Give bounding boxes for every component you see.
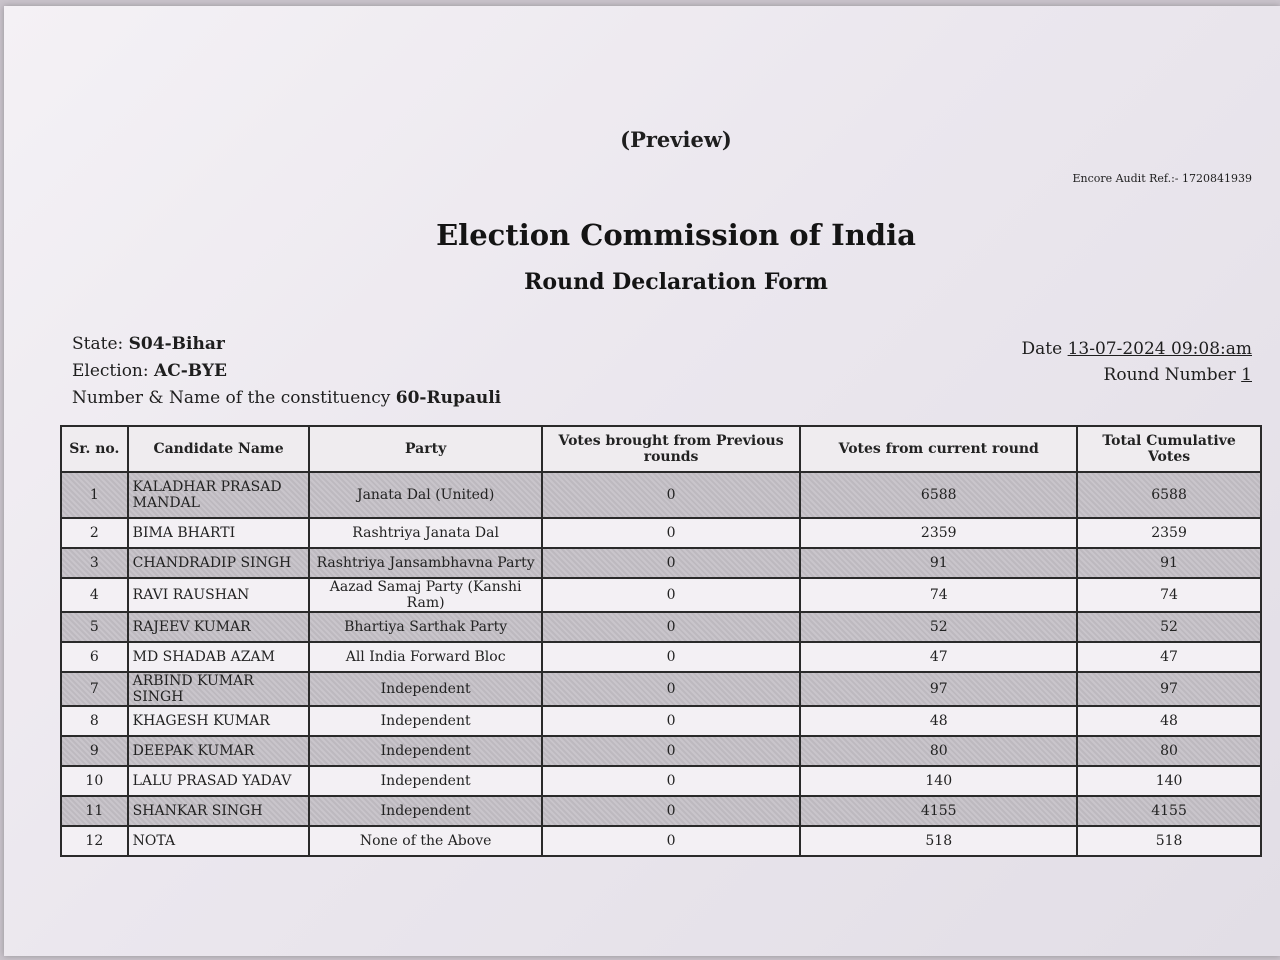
- table-row: [61, 578, 1261, 612]
- total-votes: 518: [1077, 826, 1261, 856]
- previous-votes: 0: [542, 548, 801, 578]
- election-line: [72, 358, 501, 385]
- candidate-name: SHANKAR SINGH: [128, 796, 310, 826]
- sr-no: 4: [61, 578, 128, 612]
- party-name: Bhartiya Sarthak Party: [309, 612, 541, 642]
- table-row: [61, 642, 1261, 672]
- election-label: Election:: [72, 361, 149, 381]
- candidate-name: KHAGESH KUMAR: [128, 706, 310, 736]
- election-meta: [72, 331, 501, 412]
- table-row: [61, 612, 1261, 642]
- table-row: [61, 826, 1261, 856]
- total-votes: 48: [1077, 706, 1261, 736]
- party-name: Rashtriya Jansambhavna Party: [309, 548, 541, 578]
- party-name: Independent: [309, 796, 541, 826]
- table-header-row: [61, 426, 1261, 472]
- party-name: Independent: [309, 766, 541, 796]
- previous-votes: 0: [542, 672, 801, 706]
- current-votes: 518: [800, 826, 1077, 856]
- current-votes: 2359: [800, 518, 1077, 548]
- party-name: Independent: [309, 736, 541, 766]
- total-votes: 140: [1077, 766, 1261, 796]
- previous-votes: 0: [542, 518, 801, 548]
- total-votes: 91: [1077, 548, 1261, 578]
- candidate-name: KALADHAR PRASAD MANDAL: [128, 472, 310, 518]
- candidate-name: BIMA BHARTI: [128, 518, 310, 548]
- candidate-name: CHANDRADIP SINGH: [128, 548, 310, 578]
- total-votes: 6588: [1077, 472, 1261, 518]
- current-votes: 4155: [800, 796, 1077, 826]
- current-votes: 97: [800, 672, 1077, 706]
- constituency-label: Number & Name of the constituency: [72, 388, 391, 408]
- table-row: [61, 706, 1261, 736]
- sr-no: 12: [61, 826, 128, 856]
- state-line: [72, 331, 501, 358]
- table-row: [61, 548, 1261, 578]
- party-name: Rashtriya Janata Dal: [309, 518, 541, 548]
- previous-votes: 0: [542, 578, 801, 612]
- header-current-votes: Votes from current round: [800, 426, 1077, 472]
- table-row: [61, 736, 1261, 766]
- total-votes: 74: [1077, 578, 1261, 612]
- candidate-name: MD SHADAB AZAM: [128, 642, 310, 672]
- round-value: 1: [1241, 365, 1252, 385]
- total-votes: 4155: [1077, 796, 1261, 826]
- current-votes: 91: [800, 548, 1077, 578]
- previous-votes: 0: [542, 612, 801, 642]
- constituency-value: 60-Rupauli: [395, 388, 502, 408]
- previous-votes: 0: [542, 706, 801, 736]
- previous-votes: 0: [542, 736, 801, 766]
- form-title: Round Declaration Form: [524, 269, 828, 295]
- round-line: [1022, 362, 1252, 388]
- header-total-votes: Total Cumulative Votes: [1077, 426, 1261, 472]
- audit-reference: Encore Audit Ref.:- 1720841939: [1072, 172, 1252, 185]
- round-label: Round Number: [1103, 365, 1236, 385]
- current-votes: 47: [800, 642, 1077, 672]
- total-votes: 52: [1077, 612, 1261, 642]
- previous-votes: 0: [542, 766, 801, 796]
- table-row: [61, 796, 1261, 826]
- party-name: Janata Dal (United): [309, 472, 541, 518]
- total-votes: 97: [1077, 672, 1261, 706]
- sr-no: 1: [61, 472, 128, 518]
- organization-title: Election Commission of India: [436, 218, 916, 252]
- sr-no: 10: [61, 766, 128, 796]
- header-sr-no: Sr. no.: [61, 426, 128, 472]
- current-votes: 74: [800, 578, 1077, 612]
- sr-no: 6: [61, 642, 128, 672]
- party-name: All India Forward Bloc: [309, 642, 541, 672]
- candidate-name: NOTA: [128, 826, 310, 856]
- current-votes: 48: [800, 706, 1077, 736]
- table-row: [61, 472, 1261, 518]
- date-label: Date: [1021, 339, 1063, 359]
- sr-no: 3: [61, 548, 128, 578]
- round-meta: [1022, 336, 1252, 388]
- candidate-name: ARBIND KUMAR SINGH: [128, 672, 310, 706]
- table-row: [61, 672, 1261, 706]
- state-value: S04-Bihar: [128, 334, 225, 354]
- constituency-line: [72, 385, 501, 412]
- date-value: 13-07-2024 09:08:am: [1067, 339, 1252, 359]
- current-votes: 80: [800, 736, 1077, 766]
- candidate-name: RAVI RAUSHAN: [128, 578, 310, 612]
- current-votes: 52: [800, 612, 1077, 642]
- table-row: [61, 518, 1261, 548]
- preview-label: (Preview): [620, 127, 732, 152]
- current-votes: 140: [800, 766, 1077, 796]
- sr-no: 7: [61, 672, 128, 706]
- candidate-name: RAJEEV KUMAR: [128, 612, 310, 642]
- party-name: Aazad Samaj Party (Kanshi Ram): [309, 578, 541, 612]
- party-name: None of the Above: [309, 826, 541, 856]
- previous-votes: 0: [542, 642, 801, 672]
- total-votes: 47: [1077, 642, 1261, 672]
- previous-votes: 0: [542, 796, 801, 826]
- party-name: Independent: [309, 672, 541, 706]
- state-label: State:: [72, 334, 124, 354]
- total-votes: 80: [1077, 736, 1261, 766]
- election-value: AC-BYE: [154, 361, 227, 381]
- date-line: [1022, 336, 1252, 362]
- previous-votes: 0: [542, 472, 801, 518]
- candidate-name: DEEPAK KUMAR: [128, 736, 310, 766]
- party-name: Independent: [309, 706, 541, 736]
- sr-no: 8: [61, 706, 128, 736]
- table-row: [61, 766, 1261, 796]
- sr-no: 9: [61, 736, 128, 766]
- current-votes: 6588: [800, 472, 1077, 518]
- total-votes: 2359: [1077, 518, 1261, 548]
- header-candidate-name: Candidate Name: [128, 426, 310, 472]
- header-previous-votes: Votes brought from Previous rounds: [542, 426, 801, 472]
- sr-no: 2: [61, 518, 128, 548]
- header-party: Party: [309, 426, 541, 472]
- candidate-name: LALU PRASAD YADAV: [128, 766, 310, 796]
- sr-no: 11: [61, 796, 128, 826]
- sr-no: 5: [61, 612, 128, 642]
- results-table: [60, 425, 1262, 857]
- previous-votes: 0: [542, 826, 801, 856]
